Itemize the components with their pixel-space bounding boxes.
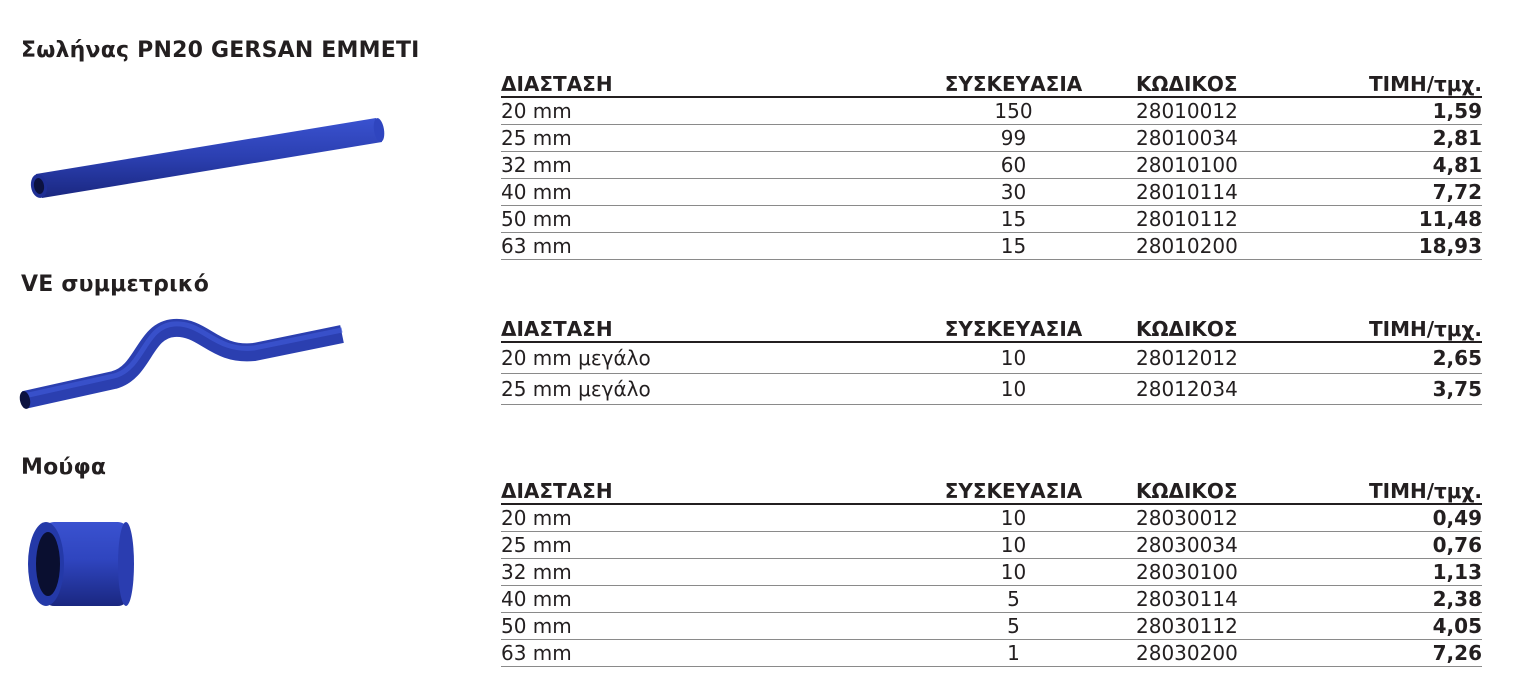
cell-pack: 1	[931, 640, 1096, 667]
bend-image	[14, 312, 354, 422]
cell-price: 4,05	[1302, 613, 1482, 640]
cell-price: 1,13	[1302, 559, 1482, 586]
pipe-image	[18, 108, 390, 208]
header-code: ΚΩΔΙΚΟΣ	[1096, 314, 1302, 342]
table-row	[501, 97, 1482, 125]
table-row	[501, 532, 1482, 559]
table-row	[501, 125, 1482, 152]
cell-pack: 15	[931, 233, 1096, 260]
header-size: ΔΙΑΣΤΑΣΗ	[501, 69, 931, 97]
section-title-bend: VE συμμετρικό	[21, 272, 210, 297]
cell-code: 28010112	[1096, 206, 1302, 233]
cell-price: 7,26	[1302, 640, 1482, 667]
table-row	[501, 559, 1482, 586]
cell-size: 32 mm	[501, 559, 931, 586]
table-row	[501, 233, 1482, 260]
cell-pack: 10	[931, 342, 1096, 374]
cell-pack: 10	[931, 374, 1096, 405]
cell-code: 28012012	[1096, 342, 1302, 374]
cell-code: 28012034	[1096, 374, 1302, 405]
header-size: ΔΙΑΣΤΑΣΗ	[501, 314, 931, 342]
table-header-row	[501, 69, 1482, 97]
table-row	[501, 613, 1482, 640]
cell-code: 28030114	[1096, 586, 1302, 613]
table-header-row	[501, 476, 1482, 504]
cell-price: 7,72	[1302, 179, 1482, 206]
table-row	[501, 504, 1482, 532]
table-row	[501, 374, 1482, 405]
cell-price: 18,93	[1302, 233, 1482, 260]
cell-pack: 99	[931, 125, 1096, 152]
header-code: ΚΩΔΙΚΟΣ	[1096, 69, 1302, 97]
header-price: ΤΙΜΗ/τμχ.	[1302, 314, 1482, 342]
cell-size: 63 mm	[501, 640, 931, 667]
table-header-row	[501, 314, 1482, 342]
cell-price: 4,81	[1302, 152, 1482, 179]
header-price: ΤΙΜΗ/τμχ.	[1302, 476, 1482, 504]
bend-table	[501, 314, 1482, 405]
cell-size: 25 mm	[501, 125, 931, 152]
table-row	[501, 640, 1482, 667]
table-row	[501, 342, 1482, 374]
cell-price: 0,76	[1302, 532, 1482, 559]
cell-size: 40 mm	[501, 586, 931, 613]
cell-price: 2,81	[1302, 125, 1482, 152]
cell-pack: 150	[931, 97, 1096, 125]
cell-size: 50 mm	[501, 613, 931, 640]
cell-size: 25 mm	[501, 532, 931, 559]
cell-size: 20 mm	[501, 97, 931, 125]
cell-code: 28010200	[1096, 233, 1302, 260]
cell-code: 28010034	[1096, 125, 1302, 152]
section-title-coupling: Μούφα	[21, 455, 107, 480]
header-price: ΤΙΜΗ/τμχ.	[1302, 69, 1482, 97]
cell-size: 40 mm	[501, 179, 931, 206]
cell-pack: 10	[931, 559, 1096, 586]
cell-size: 50 mm	[501, 206, 931, 233]
cell-pack: 10	[931, 532, 1096, 559]
cell-pack: 15	[931, 206, 1096, 233]
cell-size: 32 mm	[501, 152, 931, 179]
cell-price: 0,49	[1302, 504, 1482, 532]
cell-pack: 30	[931, 179, 1096, 206]
coupling-table	[501, 476, 1482, 667]
table-row	[501, 586, 1482, 613]
cell-pack: 10	[931, 504, 1096, 532]
cell-price: 11,48	[1302, 206, 1482, 233]
cell-pack: 5	[931, 613, 1096, 640]
table-row	[501, 206, 1482, 233]
header-pack: ΣΥΣΚΕΥΑΣΙΑ	[931, 314, 1096, 342]
pipe-table	[501, 69, 1482, 260]
cell-price: 2,38	[1302, 586, 1482, 613]
cell-size: 25 mm μεγάλο	[501, 374, 931, 405]
table-row	[501, 152, 1482, 179]
section-title-pipe: Σωλήνας PN20 GERSAN EMMETI	[21, 38, 420, 63]
cell-code: 28030034	[1096, 532, 1302, 559]
header-pack: ΣΥΣΚΕΥΑΣΙΑ	[931, 476, 1096, 504]
cell-size: 20 mm	[501, 504, 931, 532]
coupling-image	[22, 518, 138, 610]
cell-code: 28010100	[1096, 152, 1302, 179]
cell-code: 28030100	[1096, 559, 1302, 586]
cell-price: 1,59	[1302, 97, 1482, 125]
cell-price: 3,75	[1302, 374, 1482, 405]
cell-size: 63 mm	[501, 233, 931, 260]
cell-pack: 60	[931, 152, 1096, 179]
cell-code: 28030012	[1096, 504, 1302, 532]
cell-size: 20 mm μεγάλο	[501, 342, 931, 374]
header-code: ΚΩΔΙΚΟΣ	[1096, 476, 1302, 504]
cell-code: 28010114	[1096, 179, 1302, 206]
cell-code: 28030112	[1096, 613, 1302, 640]
cell-price: 2,65	[1302, 342, 1482, 374]
cell-code: 28030200	[1096, 640, 1302, 667]
header-pack: ΣΥΣΚΕΥΑΣΙΑ	[931, 69, 1096, 97]
table-row	[501, 179, 1482, 206]
header-size: ΔΙΑΣΤΑΣΗ	[501, 476, 931, 504]
cell-pack: 5	[931, 586, 1096, 613]
cell-code: 28010012	[1096, 97, 1302, 125]
